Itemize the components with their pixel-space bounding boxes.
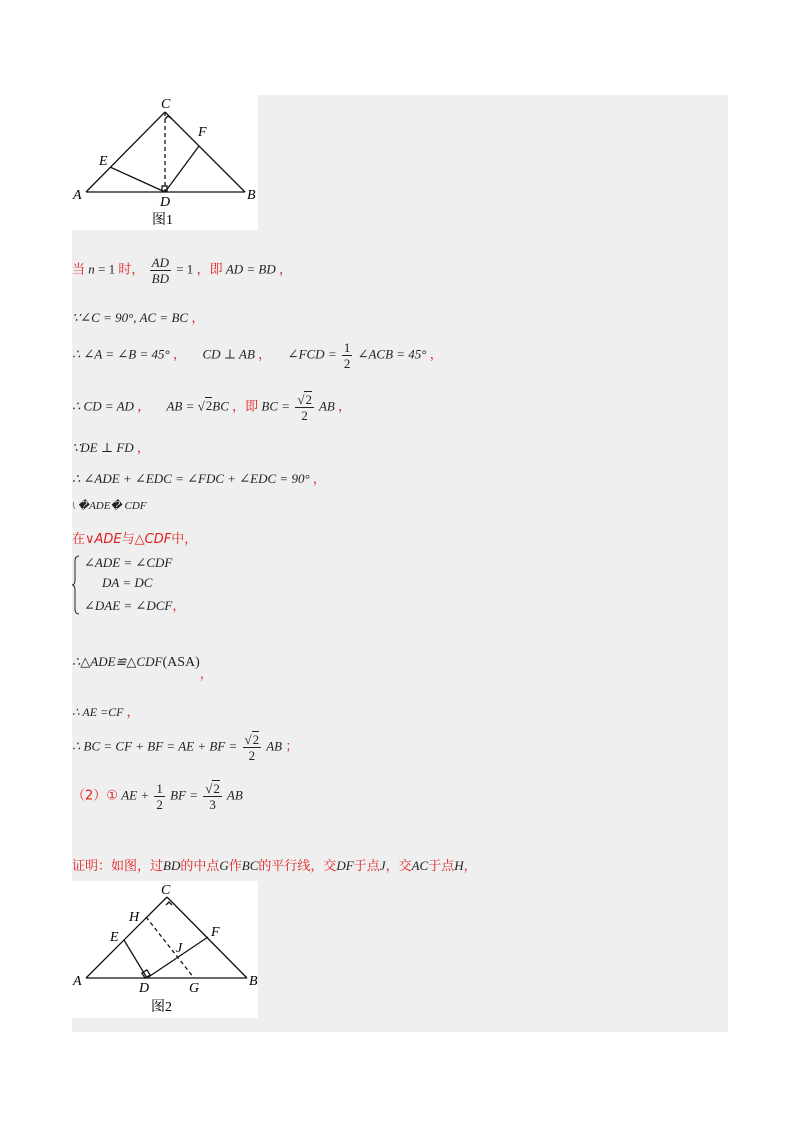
math: \ �ADE� CDF xyxy=(72,500,147,512)
numerator: √2 xyxy=(244,732,260,747)
math: ∴ AE =CF xyxy=(72,705,124,719)
text: ， xyxy=(463,859,477,874)
math: H xyxy=(454,858,464,873)
text: 证明：如图，过 xyxy=(72,859,164,874)
separator: ， xyxy=(172,347,186,363)
denominator: 3 xyxy=(209,797,216,812)
fraction xyxy=(342,340,353,371)
figure-2-caption: 图2 xyxy=(151,1000,172,1015)
denominator: 2 xyxy=(248,748,256,763)
system-row-3: ∠DAE = ∠DCF， xyxy=(84,598,186,614)
text: 与 xyxy=(121,532,135,547)
comma: ， xyxy=(199,667,213,682)
proof-line-2 xyxy=(72,307,204,326)
comma: ， xyxy=(429,347,443,363)
proof-line-4: ∴ CD = AD ， AB = √2BC ，即 BC = $\frac{√2}{2}$ AB ， xyxy=(72,392,352,423)
text: 于点 xyxy=(353,859,380,874)
proof-line-10 xyxy=(72,701,140,720)
triangle-name: ∨ADE xyxy=(85,532,122,547)
text: 中， xyxy=(171,532,198,547)
text: 的平行线，交 xyxy=(258,859,337,874)
figure-1-caption: 图1 xyxy=(152,213,173,228)
text: ，即 xyxy=(232,399,259,415)
label-f: F xyxy=(198,125,207,140)
text: ，交 xyxy=(385,859,412,874)
label-b: B xyxy=(249,974,258,989)
math: ∵∠C = 90°, AC = BC xyxy=(72,310,189,325)
system-row-2: DA = DC xyxy=(102,575,153,590)
comma: ， xyxy=(136,441,150,456)
document-page xyxy=(72,95,728,1032)
numerator: √2 xyxy=(205,781,220,796)
label-d: D xyxy=(160,195,171,210)
proof-line-7 xyxy=(72,499,147,512)
fraction xyxy=(150,255,171,286)
fraction xyxy=(243,732,262,763)
text: 在 xyxy=(72,532,86,547)
proof-line-1 xyxy=(72,255,292,286)
label-b: B xyxy=(247,188,256,203)
math: = 1 xyxy=(98,261,116,277)
label-j: J xyxy=(176,941,183,956)
math: AB xyxy=(266,738,283,754)
fraction xyxy=(154,781,165,812)
math: ∵DE ⊥ FD xyxy=(72,440,134,455)
math: BC xyxy=(241,858,259,873)
figure-2 xyxy=(72,881,258,1018)
math: AD = BD xyxy=(225,261,276,277)
math: AE + xyxy=(121,787,150,803)
separator: ， xyxy=(137,399,151,415)
text: 作 xyxy=(228,859,242,874)
math: ∴ ∠A = ∠B = 45° xyxy=(72,346,170,362)
text: 的中点 xyxy=(180,859,220,874)
math: CD ⊥ AB xyxy=(202,346,255,362)
label-a: A xyxy=(73,974,82,989)
separator: ， xyxy=(258,347,272,363)
comma: ， xyxy=(312,472,326,487)
proof-line-13 xyxy=(72,855,477,874)
numerator: 1 xyxy=(343,340,351,355)
proof-line-12 xyxy=(72,781,243,812)
math: (ASA) xyxy=(162,655,200,670)
text: 于点 xyxy=(428,859,455,874)
proof-line-5 xyxy=(72,437,150,456)
math: ∴ ∠ADE + ∠EDC = ∠FDC + ∠EDC = 90° xyxy=(72,471,310,486)
math: = 1 xyxy=(176,261,194,277)
label-h: H xyxy=(129,910,140,925)
equation-system xyxy=(72,555,272,619)
text: 时， xyxy=(118,262,145,278)
proof-line-8 xyxy=(72,528,197,547)
denominator: 2 xyxy=(343,356,351,371)
triangle-diagram-1 xyxy=(72,95,258,230)
math: AC xyxy=(411,858,429,873)
fraction xyxy=(203,781,222,812)
label-c: C xyxy=(161,883,171,898)
denominator: 2 xyxy=(301,408,308,423)
math: ∴△ADE≌△CDF xyxy=(72,654,163,669)
proof-line-3 xyxy=(72,340,443,371)
proof-line-9 xyxy=(72,651,213,682)
math: ∴ BC = CF + BF = AE + BF = xyxy=(72,738,238,754)
comma: ， xyxy=(338,399,352,415)
numerator: AD xyxy=(151,255,169,270)
math: J xyxy=(379,858,386,873)
numerator: 1 xyxy=(156,781,163,796)
math: DF xyxy=(336,858,354,873)
math: BC xyxy=(212,398,229,414)
text: ，即 xyxy=(196,262,223,278)
label-f: F xyxy=(211,925,220,940)
label-d: D xyxy=(139,981,150,996)
triangle-name: △CDF xyxy=(134,532,172,547)
math: AB xyxy=(226,787,243,803)
math: n xyxy=(88,261,95,277)
semicolon: ； xyxy=(285,739,299,755)
math: G xyxy=(219,858,229,873)
label-e: E xyxy=(110,930,119,945)
sqrt-radicand: 2 xyxy=(205,398,213,414)
math: ∠ACB = 45° xyxy=(357,346,427,362)
numerator: √2 xyxy=(297,392,312,407)
figure-1 xyxy=(72,95,258,230)
label-g: G xyxy=(189,981,200,996)
triangle-diagram-2 xyxy=(72,881,258,1018)
label-e: E xyxy=(99,154,108,169)
label-a: A xyxy=(73,188,82,203)
left-brace-icon xyxy=(72,555,80,615)
math: BC = xyxy=(261,398,291,414)
text: 当 xyxy=(72,262,86,278)
fraction xyxy=(295,392,314,423)
comma: ， xyxy=(279,262,293,278)
comma: ， xyxy=(126,705,140,720)
denominator: BD xyxy=(151,271,169,286)
proof-line-6 xyxy=(72,468,326,487)
system-row-1: ∠ADE = ∠CDF xyxy=(84,555,173,570)
math: ∴ CD = AD xyxy=(72,398,134,414)
comma: ， xyxy=(191,311,205,326)
proof-line-11 xyxy=(72,732,298,763)
math: BF = xyxy=(170,787,198,803)
part-label: （2）① xyxy=(72,788,118,804)
math: AB xyxy=(318,398,335,414)
math: AB = xyxy=(166,398,198,414)
math: BD xyxy=(163,858,181,873)
denominator: 2 xyxy=(156,797,163,812)
math: ∠FCD = xyxy=(287,346,337,362)
label-c: C xyxy=(161,97,171,112)
